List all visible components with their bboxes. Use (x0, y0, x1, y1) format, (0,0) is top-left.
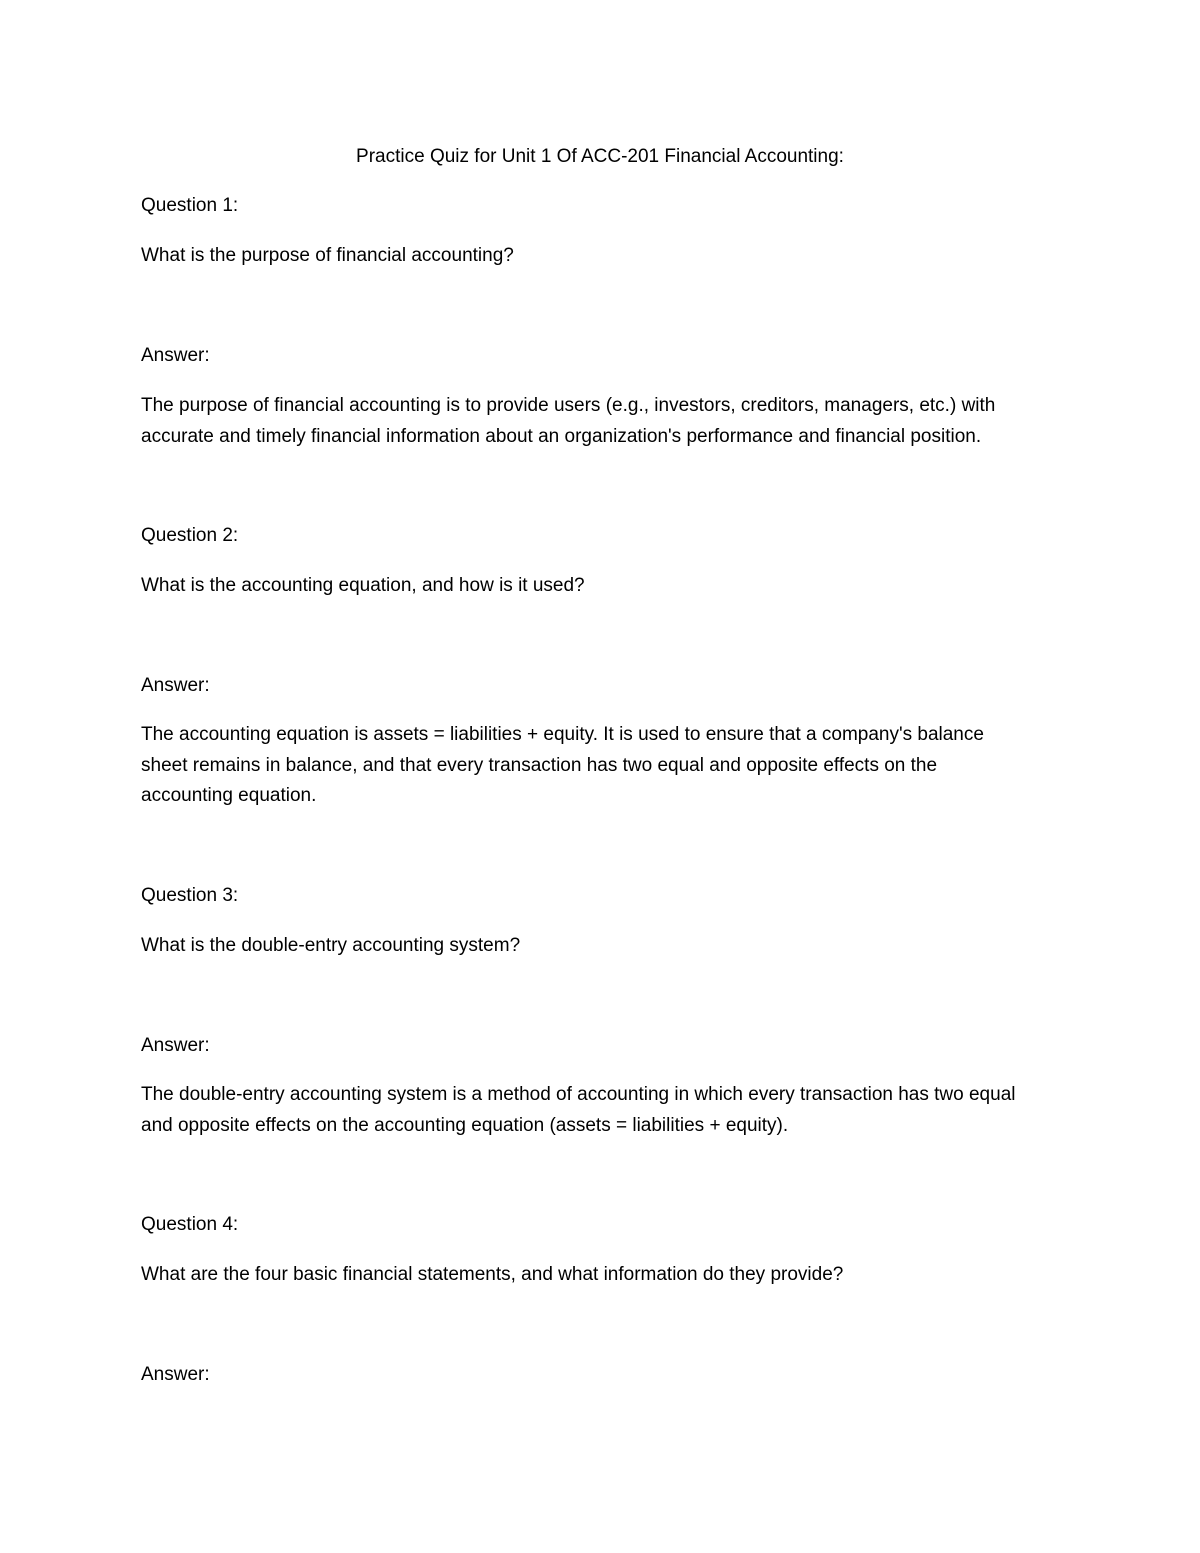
answer-1-line-2: accurate and timely financial information about an organization's performance and financial position. (141, 425, 982, 447)
answer-3-line-2: and opposite effects on the accounting equation (assets = liabilities + equity). (141, 1114, 789, 1136)
answer-3-text (141, 1080, 1071, 1141)
answer-2-label: Answer: (141, 675, 210, 696)
question-4-text: What are the four basic financial statements, and what information do they provide? (141, 1264, 844, 1285)
question-2-text: What is the accounting equation, and how is it used? (141, 575, 585, 596)
answer-2-line-1: The accounting equation is assets = liabilities + equity. It is used to ensure that a company's balance (141, 724, 984, 745)
question-3-text: What is the double-entry accounting system? (141, 935, 521, 956)
answer-1-line-1: The purpose of financial accounting is to provide users (e.g., investors, creditors, managers, etc.) with (141, 395, 996, 416)
answer-1-text (141, 391, 1071, 452)
answer-2-line-2: sheet remains in balance, and that every transaction has two equal and opposite effects on the (141, 754, 938, 776)
question-2-label: Question 2: (141, 525, 239, 546)
question-3-label: Question 3: (141, 885, 239, 906)
answer-3-label: Answer: (141, 1035, 210, 1056)
answer-2-line-3: accounting equation. (141, 785, 317, 806)
answer-4-label: Answer: (141, 1364, 210, 1385)
document-title: Practice Quiz for Unit 1 Of ACC-201 Financial Accounting: (356, 146, 844, 167)
answer-3-line-1: The double-entry accounting system is a method of accounting in which every transaction has two equal (141, 1084, 1016, 1105)
question-4-label: Question 4: (141, 1214, 239, 1235)
answer-1-label: Answer: (141, 345, 210, 366)
question-1-label: Question 1: (141, 195, 239, 216)
question-1-text: What is the purpose of financial accounting? (141, 245, 514, 266)
answer-2-text (141, 720, 1071, 812)
